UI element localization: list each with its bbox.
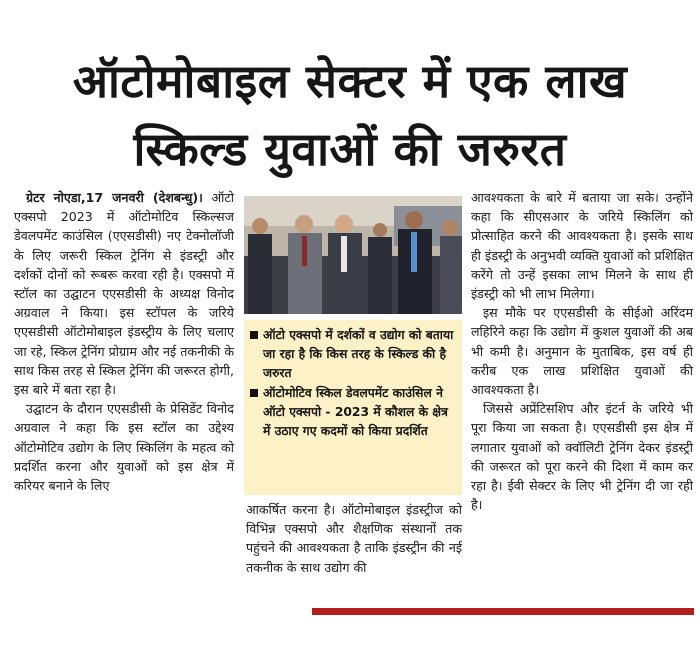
square-bullet-icon [250,331,258,339]
column-1-paragraph-1: ऑटो एक्सपो 2023 में ऑटोमोटिव स्किल्सज डेवलपमेंट काउंसिल (एएसडीसी) नए टेक्नोलॉजी के लिए जरूरी स्किल ट्रेनिंग से इंडस्ट्री और दर्शकों दोनों को रूबरू करवा रही है। एक्सपो में स्टॉल का उद्घाटन एएसडीसी के अध्यक्ष विनोद अग्रवाल ने किया। इस स्टॉपल के जरिये एएसडीसी ऑटोमोबाइल इंडस्ट्रीय के लिए चलाए जा रहे, स्किल ट्रेनिंग प्रोग्राम और नई तकनीकी के साथ किस तरह से स्किल ट्रेनिंग की जरूरत होगी, इस बारे में बता रहा है। [14,190,234,398]
column-1-paragraph-2: उद्घाटन के दौरान एएसडीसी के प्रेसिडेंट विनोद अग्रवाल ने कहा कि इस स्टॉल का उद्देश्य ऑटोमोटिव उद्योग के लिए स्किलिंग के महत्व को प्रदर्शित करना और युवाओं को इस क्षेत्र में करियर बनाने के लिए [14,401,234,494]
headline-line-2: स्किल्ड युवाओं की जरुरत [133,122,567,176]
column-3-paragraph-3: जिससे अप्रेंटिसशिप और इंटर्न के जरिये भी पूरा किया जा सकता है। एएसडीसी इस क्षेत्र में लगातार युवाओं को क्वॉलिटी ट्रेनिंग देकर इंडस्ट्री की जरूरत को पूरा करने की दिशा में काम कर रहा है। ईवी सेक्टर के लिए भी ट्रेनिंग दी जा रही है। [471,401,693,513]
article-column-2 [246,500,462,577]
photo-illustration [244,196,462,314]
caption-text-1: ऑटो एक्सपो में दर्शकों व उद्योग को बताया जा रहा है कि किस तरह के स्किल्ड की है जरुरत [263,328,454,380]
square-bullet-icon [250,389,258,397]
news-photo [244,196,462,314]
column-3-paragraph-2: इस मौके पर एएसडीसी के सीईओ अरिंदम लहिरिने कहा कि उद्योग में कुशल युवाओं की अब भी कमी है। अनुमान के मुताबिक, इस वर्ष ही करीब एक लाख प्रशिक्षित युवाओं की आवश्यकता है। [471,305,693,398]
photo-caption-box [244,320,462,495]
column-2-paragraph: आकर्षित करना है। ऑटोमोबाइल इंडस्ट्रीज को विभिन्न एक्सपो और शैक्षणिक संस्थानों तक पहुंचने की आवश्यकता है ताकि इंडस्ट्रीन की नई तकनीक के साथ उद्योग की [246,502,462,575]
article-column-1 [14,188,234,495]
headline-line-1: ऑटोमोबाइल सेक्टर में एक लाख [72,54,628,108]
article-column-3 [471,188,693,514]
dateline: ग्रेटर नोएडा,17 जनवरी (देशबन्धु)। [26,190,203,205]
column-3-paragraph-1: आवश्यकता के बारे में बताया जा सके। उन्होंने कहा कि सीएसआर के जरिये स्किलिंग को प्रोत्साहित करने की आवश्यकता है। इसके साथ ही इंडस्ट्री के अनुभवी व्यक्ति युवाओं को प्रशिक्षित करेंगे तो उन्हें इसका लाभ मिलने के साथ ही इंडस्ट्री को भी लाभ मिलेगा। [471,190,693,302]
caption-item [250,326,456,383]
red-divider-rule [312,608,694,615]
caption-text-2: ऑटोमोटिव स्किल डेवलपमेंट काउंसिल ने ऑटो एक्सपो - 2023 में कौशल के क्षेत्र में उठाए गए कदमों को किया प्रदर्शित [263,386,448,438]
caption-item [250,384,456,441]
